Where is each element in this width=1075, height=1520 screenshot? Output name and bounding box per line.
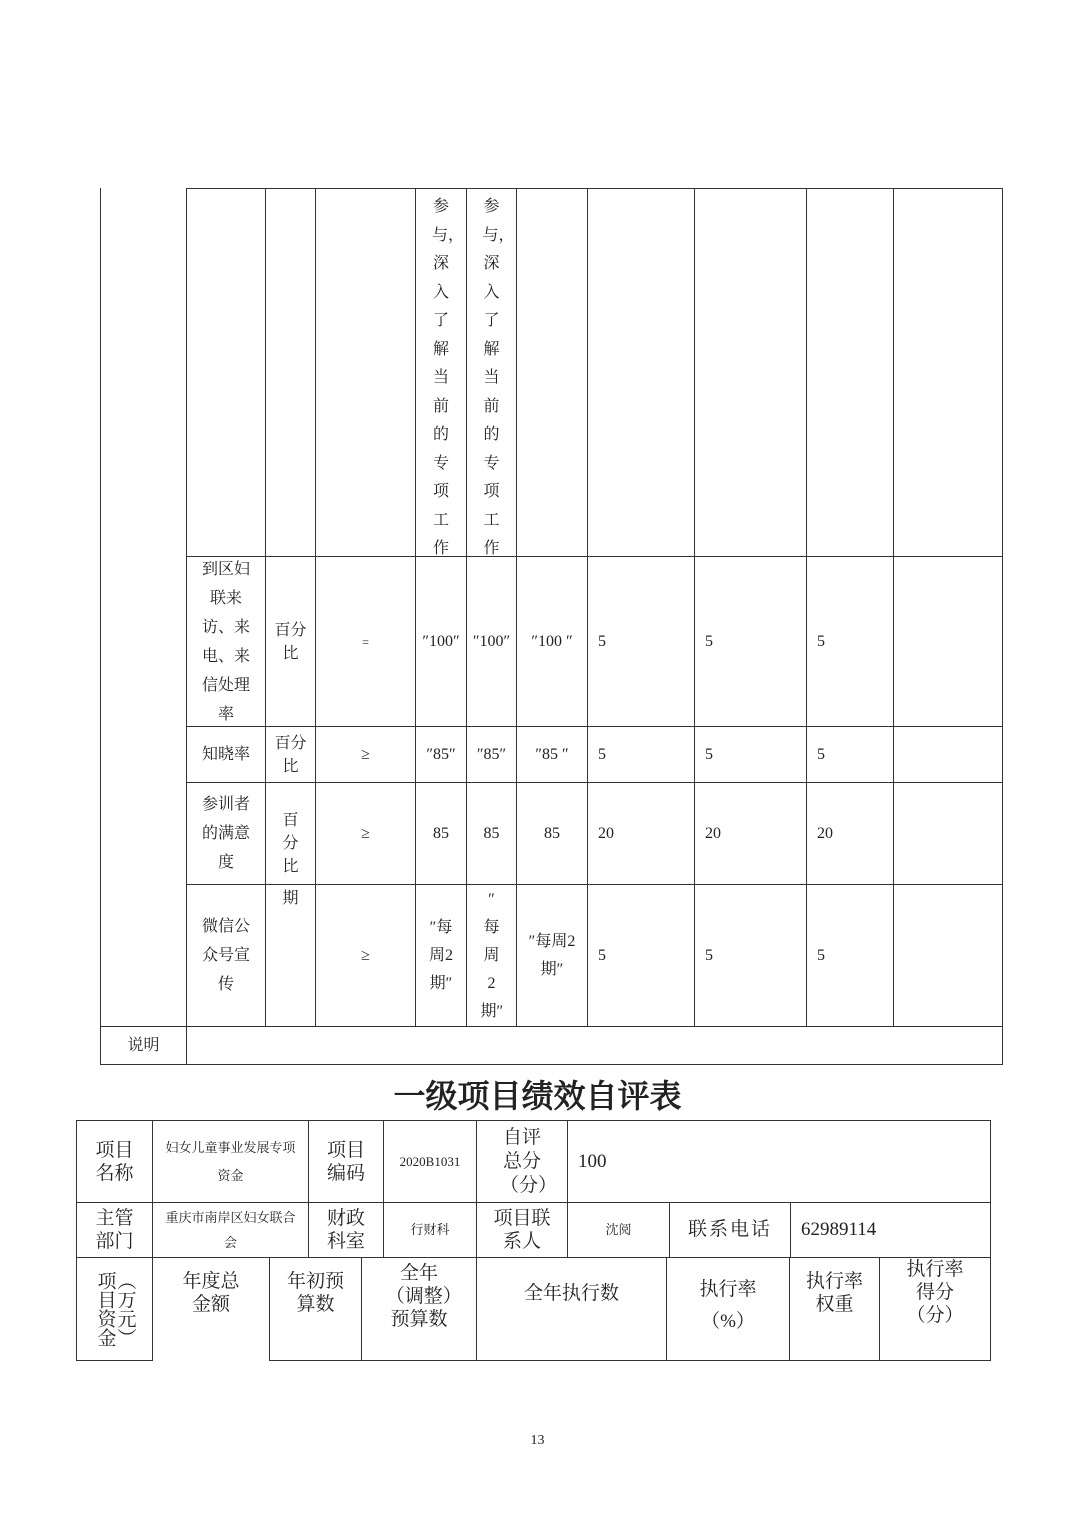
- score: 5: [705, 946, 713, 964]
- target-cell: [415, 884, 467, 1027]
- score-cell: [587, 726, 695, 783]
- target: ″每周2期″: [428, 918, 453, 992]
- target: ″85″: [426, 745, 456, 763]
- phone-label: 联系电话: [687, 1219, 772, 1240]
- target: ″每周2期″: [480, 890, 504, 1020]
- project-code: 2020B1031: [399, 1153, 461, 1169]
- note-cell: [186, 1026, 1003, 1065]
- project-code-label: 项目编码: [326, 1139, 365, 1184]
- score-cell: [587, 884, 695, 1027]
- contact: 沈阅: [605, 1222, 632, 1237]
- indicator-cell: [186, 884, 266, 1027]
- target-text-cell: [415, 188, 467, 557]
- actual-cell: [516, 556, 588, 727]
- op-cell: [315, 726, 416, 783]
- score: 5: [705, 745, 713, 763]
- finance-office-label-cell: [308, 1202, 384, 1258]
- project-name-label: 项目名称: [95, 1139, 134, 1184]
- actual: ″100 ″: [531, 632, 573, 650]
- cell: [893, 782, 1003, 885]
- score: 5: [817, 745, 825, 763]
- target: 85: [433, 824, 449, 842]
- indicator: 微信公众号宣传: [201, 918, 250, 993]
- col-total-cell: [152, 1257, 270, 1361]
- category-column: [100, 188, 187, 1027]
- note-label-cell: [100, 1026, 187, 1065]
- target-cell: [466, 782, 517, 885]
- actual-cell: [516, 726, 588, 783]
- score: 5: [817, 632, 825, 650]
- col-weight-cell: [789, 1257, 880, 1361]
- col-total: 年度总金额: [182, 1271, 240, 1315]
- target: ″100″: [472, 632, 511, 650]
- op: ≥: [361, 824, 370, 842]
- cell: [186, 188, 266, 557]
- op-cell: [315, 884, 416, 1027]
- actual-cell: [516, 884, 588, 1027]
- col-initial: 年初预算数: [286, 1271, 344, 1315]
- cell: [893, 726, 1003, 783]
- unit: 期: [282, 890, 299, 907]
- unit: 百分比: [282, 812, 299, 875]
- project-name-label-cell: [76, 1120, 153, 1203]
- col-executed-cell: [476, 1257, 667, 1361]
- score: 20: [817, 824, 833, 842]
- finance-office: 行财科: [410, 1222, 450, 1237]
- score-cell: [694, 782, 807, 885]
- unit: 百分比: [274, 734, 307, 775]
- dept-label: 主管部门: [95, 1208, 134, 1252]
- indicator: 参训者的满意度: [201, 796, 250, 871]
- cell: [893, 884, 1003, 1027]
- cell: [893, 188, 1003, 557]
- col-rate: 执行率（%）: [699, 1279, 757, 1332]
- finance-office-label: 财政科室: [326, 1208, 365, 1252]
- page-number: 13: [530, 1433, 545, 1448]
- indicator: 到区妇联来访、来电、来信处理率: [201, 560, 250, 723]
- unit: 百分比: [274, 621, 307, 662]
- indicator-cell: [186, 556, 266, 727]
- score: 20: [598, 824, 614, 842]
- cell: [516, 188, 588, 557]
- self-score-label: 自评总分（分）: [500, 1126, 558, 1196]
- score-cell: [694, 556, 807, 727]
- score-cell: [806, 884, 894, 1027]
- target-cell: [466, 884, 517, 1027]
- col-rate-cell: [666, 1257, 790, 1361]
- phone-label-cell: [669, 1202, 791, 1258]
- col-weight: 执行率权重: [805, 1271, 863, 1315]
- dept-cell: [152, 1202, 309, 1258]
- score-cell: [806, 782, 894, 885]
- actual: 85: [544, 824, 560, 842]
- op-cell: [315, 556, 416, 727]
- phone: 62989114: [801, 1219, 877, 1240]
- dept: 重庆市南岸区妇女联合会: [165, 1210, 296, 1250]
- actual-cell: [516, 782, 588, 885]
- contact-cell: [567, 1202, 670, 1258]
- score-cell: [694, 726, 807, 783]
- op-cell: [315, 782, 416, 885]
- cell: [315, 188, 416, 557]
- dept-label-cell: [76, 1202, 153, 1258]
- score: 20: [705, 824, 721, 842]
- target-cell: [415, 782, 467, 885]
- project-name: 妇女儿童事业发展专项资金: [165, 1139, 296, 1183]
- col-score-cell: [879, 1257, 991, 1361]
- target: ″100″: [422, 632, 460, 650]
- col-executed: 全年执行数: [523, 1283, 619, 1304]
- cell: [694, 188, 807, 557]
- indicator-cell: [186, 782, 266, 885]
- funds-label: 项目资金（万元）: [94, 1271, 136, 1347]
- target-cell: [415, 556, 467, 727]
- target-cell: [466, 556, 517, 727]
- target: ″85″: [476, 745, 507, 763]
- cell: [806, 188, 894, 557]
- score: 5: [817, 946, 825, 964]
- unit-cell: [265, 726, 316, 783]
- target-text-cell: [466, 188, 517, 557]
- cell: [587, 188, 695, 557]
- self-score-cell: [567, 1120, 991, 1203]
- unit-cell: [265, 556, 316, 727]
- project-code-cell: [383, 1120, 477, 1203]
- col-adjusted-cell: [361, 1257, 477, 1361]
- op: ≥: [361, 745, 370, 763]
- self-score: 100: [578, 1150, 607, 1172]
- score-cell: [806, 556, 894, 727]
- score: 5: [598, 946, 606, 964]
- score-cell: [587, 782, 695, 885]
- actual: ″85 ″: [535, 745, 569, 763]
- op: ≥: [361, 946, 370, 964]
- project-name-cell: [152, 1120, 309, 1203]
- target: 85: [483, 824, 500, 842]
- actual: ″每周2 期″: [528, 932, 576, 978]
- score-cell: [806, 726, 894, 783]
- col-adjusted: 全年（调整）预算数: [385, 1263, 453, 1330]
- finance-office-cell: [383, 1202, 477, 1258]
- target-text: 参与，深入了解当前的专项工作: [482, 198, 515, 557]
- score: 5: [598, 632, 606, 650]
- col-score: 执行率得分（分）: [906, 1259, 964, 1326]
- score: 5: [598, 745, 606, 763]
- funds-label-cell: [76, 1257, 153, 1361]
- note-label: 说明: [127, 1036, 160, 1054]
- cell: [265, 188, 316, 557]
- target-cell: [415, 726, 467, 783]
- unit-cell: [265, 782, 316, 885]
- project-code-label-cell: [308, 1120, 384, 1203]
- contact-label: 项目联系人: [493, 1208, 551, 1252]
- score: 5: [705, 632, 713, 650]
- op: =: [362, 634, 369, 649]
- self-score-label-cell: [476, 1120, 568, 1203]
- unit-cell: [265, 884, 316, 1027]
- score-cell: [694, 884, 807, 1027]
- score-cell: [587, 556, 695, 727]
- page-title: 一级项目绩效自评表: [393, 1077, 682, 1115]
- indicator-cell: [186, 726, 266, 783]
- cell: [893, 556, 1003, 727]
- target-text: 参与，深入了解当前的专项工作: [432, 198, 465, 557]
- indicator: 知晓率: [201, 745, 250, 763]
- target-cell: [466, 726, 517, 783]
- contact-label-cell: [476, 1202, 568, 1258]
- phone-cell: [790, 1202, 991, 1258]
- col-initial-cell: [269, 1257, 362, 1361]
